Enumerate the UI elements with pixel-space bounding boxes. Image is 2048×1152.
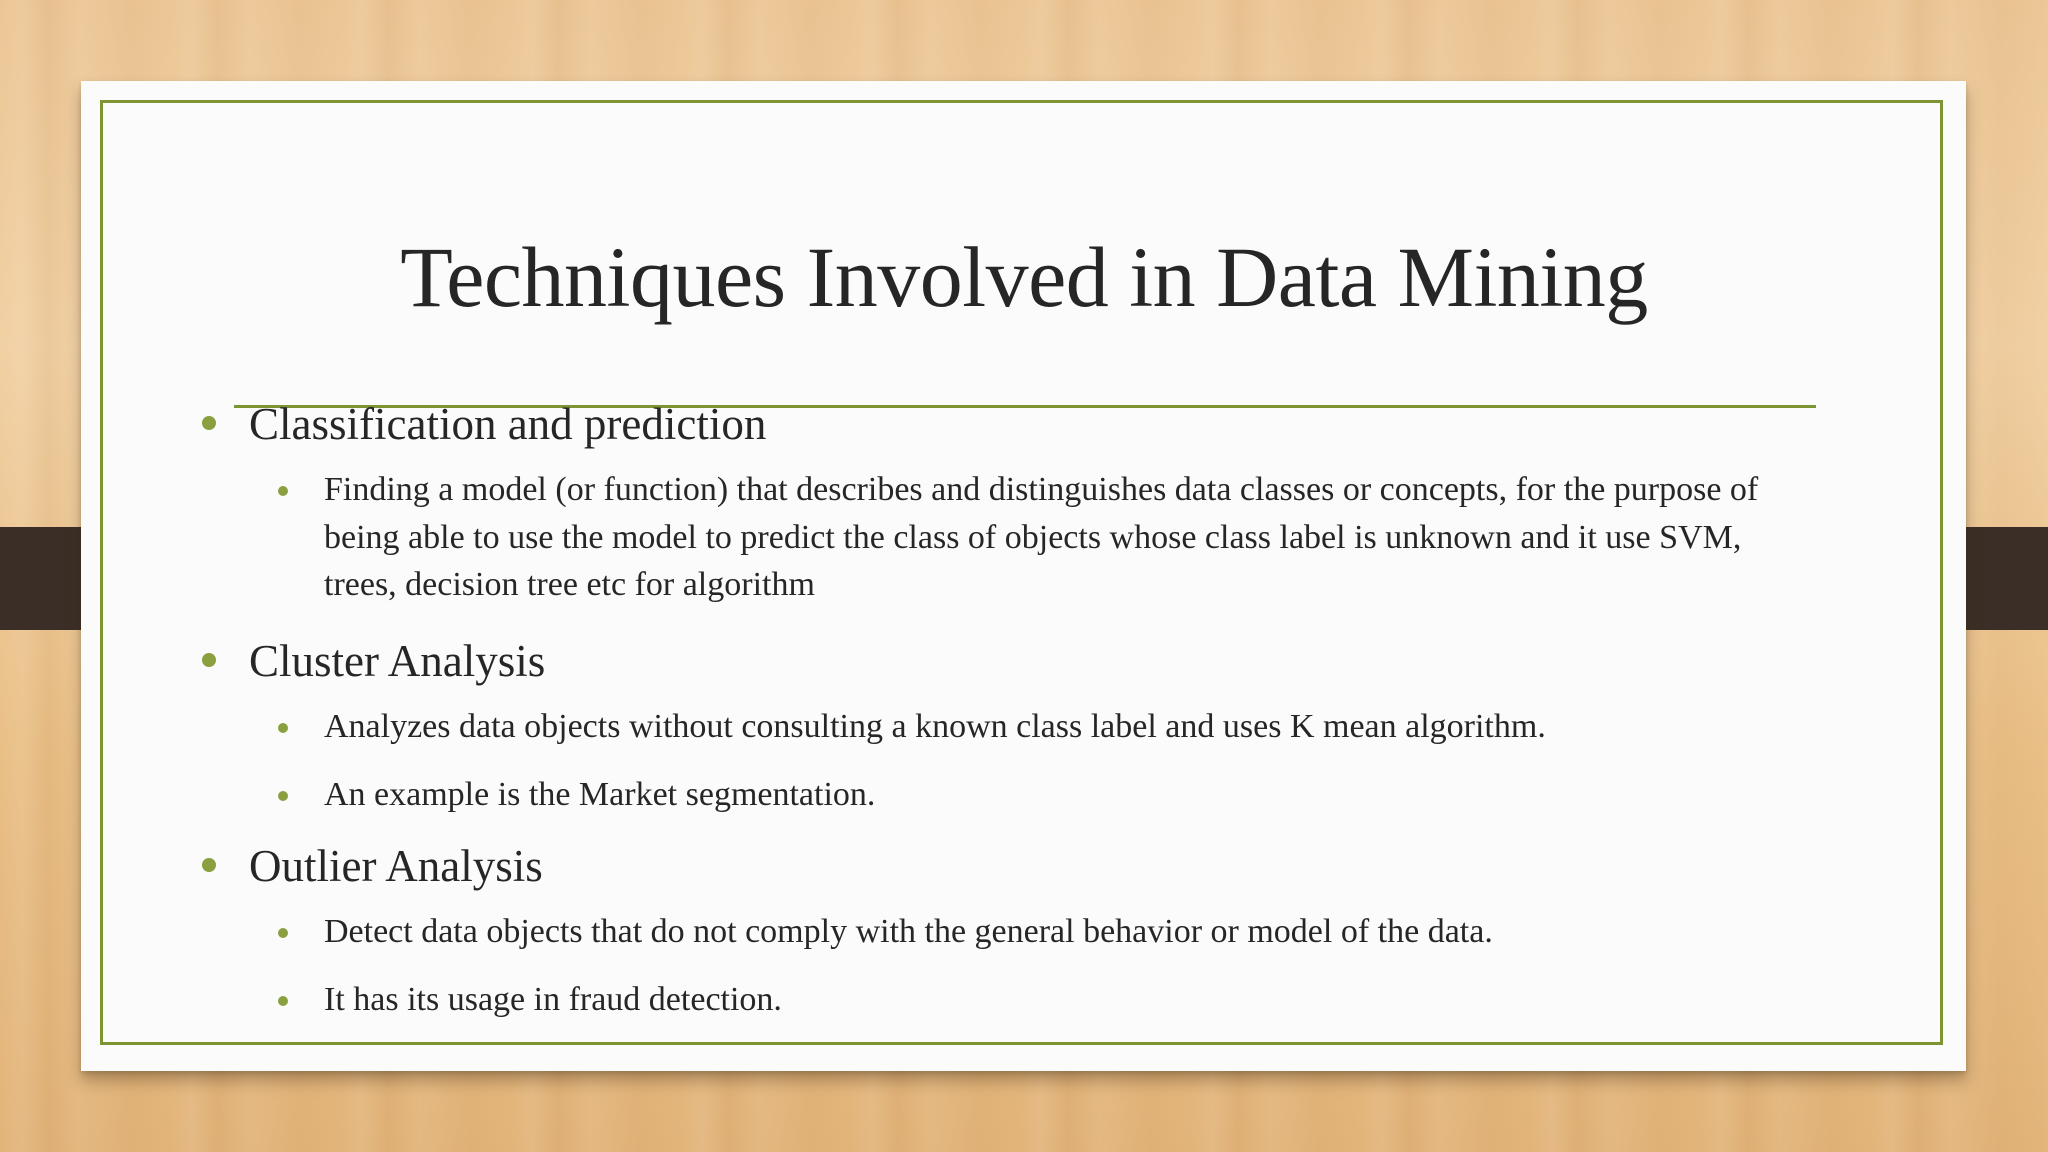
sub-bullet [200, 771, 1820, 818]
sub-bullet-text: Finding a model (or function) that describes and distinguishes data classes or concepts, for the purpose of being able to use the model to predict the class of objects whose class label is unknown and it use SVM, trees, decision tree etc for algorithm [324, 471, 1759, 603]
bullet-icon [278, 791, 288, 801]
sub-bullet [200, 466, 1820, 609]
sub-bullet [200, 908, 1820, 955]
sub-bullet-text: Detect data objects that do not comply with the general behavior or model of the data. [324, 912, 1493, 950]
sub-bullet [200, 976, 1820, 1023]
section-heading-cluster [200, 629, 1820, 693]
bullet-icon [278, 928, 288, 938]
section-heading-text: Cluster Analysis [249, 635, 546, 686]
bullet-icon [202, 416, 216, 430]
sub-bullet-text: It has its usage in fraud detection. [324, 980, 782, 1018]
section-heading-classification [200, 392, 1820, 456]
bullet-icon [202, 653, 216, 667]
bullet-icon [278, 996, 288, 1006]
section-heading-outlier [200, 834, 1820, 898]
slide-title: Techniques Involved in Data Mining [400, 229, 1648, 325]
bullet-icon [202, 858, 216, 872]
bullet-icon [278, 486, 288, 496]
sub-bullet-text: An example is the Market segmentation. [324, 775, 876, 813]
sub-bullet [200, 703, 1820, 750]
sub-bullet-text: Analyzes data objects without consulting a known class label and uses K mean algorithm. [324, 707, 1546, 745]
slide-content [200, 392, 1820, 1023]
bullet-icon [278, 723, 288, 733]
section-heading-text: Classification and prediction [249, 399, 767, 449]
section-heading-text: Outlier Analysis [249, 840, 543, 891]
